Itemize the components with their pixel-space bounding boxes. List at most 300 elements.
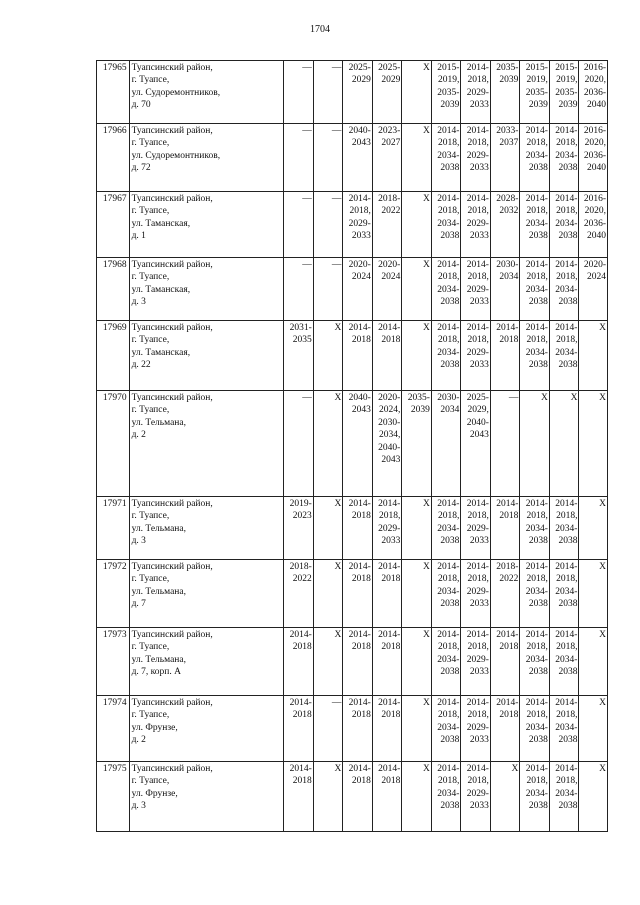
period-line: 2033 xyxy=(469,667,489,678)
period-line: 2034, xyxy=(378,430,401,441)
period-line: 2034- xyxy=(437,347,460,358)
table-row xyxy=(97,497,608,560)
period-line: 2015- xyxy=(555,63,578,73)
period-line: 2034- xyxy=(555,722,578,733)
period-cell xyxy=(343,497,373,560)
period-line: 2014- xyxy=(525,323,548,333)
period-line: 2033 xyxy=(469,297,489,308)
period-line: X xyxy=(422,630,430,640)
period-line: 2035 xyxy=(292,335,312,346)
period-cell xyxy=(431,61,461,124)
period-line: 2018, xyxy=(349,206,371,217)
period-line: 2029- xyxy=(466,654,489,665)
address-line: г. Туапсе, xyxy=(131,776,170,787)
period-line: 2029- xyxy=(466,586,489,597)
period-line: 2018 xyxy=(351,511,371,522)
period-line: 2014- xyxy=(466,764,489,774)
period-line: — xyxy=(302,63,312,73)
period-line: 2036- xyxy=(583,150,606,161)
period-line: 2014- xyxy=(348,698,371,708)
address-cell xyxy=(129,696,284,762)
period-line: 2018, xyxy=(526,335,548,346)
table-row xyxy=(97,628,608,696)
address-line: Туапсинский район, xyxy=(131,764,213,774)
period-line: 2035- xyxy=(407,393,430,403)
period-cell xyxy=(490,61,520,124)
address-line: ул. Судоремонтников, xyxy=(131,150,221,161)
period-line: 2014- xyxy=(378,764,401,774)
period-cell xyxy=(579,61,608,124)
row-number: 17974 xyxy=(97,696,130,762)
period-line: 2018, xyxy=(438,206,460,217)
period-line: 2020- xyxy=(378,260,401,270)
period-cell xyxy=(520,560,550,628)
period-line: 2014- xyxy=(466,194,489,204)
period-line: 2018, xyxy=(438,138,460,149)
period-line: 2018- xyxy=(289,562,312,572)
period-cell xyxy=(490,696,520,762)
period-line: 2038 xyxy=(528,536,548,547)
address-line: Туапсинский район, xyxy=(131,126,213,136)
period-cell xyxy=(431,696,461,762)
address-line: ул. Тельмана, xyxy=(131,417,186,428)
period-line: 2014- xyxy=(466,698,489,708)
period-line: 2018 xyxy=(351,335,371,346)
period-cell xyxy=(313,391,343,497)
period-line: 2038 xyxy=(558,667,578,678)
table-row xyxy=(97,258,608,321)
period-cell xyxy=(549,391,579,497)
period-line: — xyxy=(302,126,312,136)
period-line: 2018, xyxy=(556,511,578,522)
period-line: X xyxy=(599,393,606,403)
period-line: 2038 xyxy=(558,735,578,746)
period-line: 2014- xyxy=(496,698,519,708)
period-line: 2038 xyxy=(440,360,460,371)
period-line: 2018, xyxy=(556,272,578,283)
period-line: 2033 xyxy=(469,735,489,746)
period-cell xyxy=(402,696,432,762)
period-line: 2034- xyxy=(437,788,460,799)
period-cell xyxy=(343,628,373,696)
period-cell xyxy=(520,258,550,321)
period-line: 2014- xyxy=(437,194,460,204)
period-line: 2034- xyxy=(437,586,460,597)
period-cell xyxy=(490,321,520,391)
address-line: Туапсинский район, xyxy=(131,630,213,640)
period-line: X xyxy=(334,764,342,774)
period-cell xyxy=(431,628,461,696)
period-line: 2035- xyxy=(437,87,460,98)
period-line: 2014- xyxy=(555,499,578,509)
period-line: 2018, xyxy=(526,642,548,653)
period-line: 2034- xyxy=(555,150,578,161)
period-cell xyxy=(431,762,461,832)
period-line: 2014- xyxy=(437,499,460,509)
period-line: 2025- xyxy=(348,63,371,73)
period-line: 2018 xyxy=(381,642,401,653)
period-line: 2043 xyxy=(351,138,371,149)
period-line: — xyxy=(508,393,519,403)
period-line: 2018 xyxy=(381,776,401,787)
period-line: 2020, xyxy=(584,75,606,86)
period-line: X xyxy=(599,764,606,774)
period-cell xyxy=(549,192,579,258)
period-cell xyxy=(402,258,432,321)
period-line: 2014- xyxy=(555,260,578,270)
period-line: 2014- xyxy=(348,562,371,572)
period-line: 2014- xyxy=(437,630,460,640)
period-line: 2018, xyxy=(526,776,548,787)
period-line: 2018, xyxy=(378,511,401,522)
period-cell xyxy=(579,258,608,321)
period-line: 2014- xyxy=(555,194,578,204)
period-line: X xyxy=(422,764,430,774)
period-cell xyxy=(372,628,402,696)
period-line: 2040 xyxy=(587,231,606,242)
period-cell xyxy=(372,696,402,762)
address-cell xyxy=(129,391,284,497)
period-line: 2016- xyxy=(583,194,606,204)
period-cell xyxy=(490,762,520,832)
period-line: — xyxy=(331,63,342,73)
period-line: 2018, xyxy=(467,776,489,787)
period-line: 2014- xyxy=(437,126,460,136)
period-line: 2019, xyxy=(526,75,548,86)
period-cell xyxy=(284,61,314,124)
register-table-body xyxy=(97,61,608,832)
period-line: 2032 xyxy=(499,206,519,217)
period-cell xyxy=(343,321,373,391)
period-line: 2038 xyxy=(528,801,548,812)
period-line: 2038 xyxy=(528,297,548,308)
table-row xyxy=(97,321,608,391)
period-line: 2039 xyxy=(410,405,430,416)
period-line: 2018 xyxy=(499,642,519,653)
period-cell xyxy=(343,696,373,762)
period-line: 2018, xyxy=(556,138,578,149)
period-line: 2018, xyxy=(556,574,578,585)
period-line: 2023- xyxy=(378,126,401,136)
period-line: 2030- xyxy=(496,260,519,270)
period-line: 2024 xyxy=(351,272,371,283)
period-line: X xyxy=(570,393,578,403)
period-line: 2043 xyxy=(351,405,371,416)
period-line: 2015- xyxy=(525,63,548,73)
row-number: 17973 xyxy=(97,628,130,696)
period-line: 2014- xyxy=(348,194,371,204)
period-line: 2014- xyxy=(378,562,401,572)
address-line: г. Туапсе, xyxy=(131,574,170,585)
period-line: 2029 xyxy=(351,75,371,86)
period-line: X xyxy=(422,126,430,136)
period-line: 2034- xyxy=(555,586,578,597)
address-cell xyxy=(129,560,284,628)
row-number: 17972 xyxy=(97,560,130,628)
period-line: 2033 xyxy=(469,231,489,242)
period-line: 2018, xyxy=(438,272,460,283)
period-line: 2014- xyxy=(555,562,578,572)
period-line: 2014- xyxy=(437,260,460,270)
period-line: 2034 xyxy=(440,405,460,416)
address-line: д. 7 xyxy=(131,599,146,610)
period-cell xyxy=(284,321,314,391)
period-line: 2040- xyxy=(378,442,401,453)
period-cell xyxy=(402,61,432,124)
period-line: 2034- xyxy=(437,722,460,733)
period-line: 2018 xyxy=(292,776,312,787)
period-line: 2040- xyxy=(348,126,371,136)
address-line: Туапсинский район, xyxy=(131,698,213,708)
period-cell xyxy=(431,124,461,192)
period-line: X xyxy=(599,323,606,333)
address-line: ул. Тельмана, xyxy=(131,654,186,665)
address-line: д. 22 xyxy=(131,360,151,371)
table-row xyxy=(97,560,608,628)
period-line: 2014- xyxy=(466,630,489,640)
period-line: X xyxy=(334,630,342,640)
period-line: 2022 xyxy=(292,574,312,585)
period-cell xyxy=(549,628,579,696)
period-line: 2014- xyxy=(525,698,548,708)
period-line: 2014- xyxy=(466,562,489,572)
period-line: 2033 xyxy=(469,599,489,610)
period-line: 2016- xyxy=(583,63,606,73)
period-line: 2015- xyxy=(437,63,460,73)
period-cell xyxy=(313,258,343,321)
period-line: 2036- xyxy=(583,87,606,98)
period-line: 2038 xyxy=(558,360,578,371)
period-cell xyxy=(549,321,579,391)
row-number: 17966 xyxy=(97,124,130,192)
period-line: 2020, xyxy=(584,206,606,217)
address-line: Туапсинский район, xyxy=(131,323,213,333)
address-line: д. 2 xyxy=(131,430,146,441)
period-cell xyxy=(402,628,432,696)
period-line: 2014- xyxy=(555,126,578,136)
period-line: 2034- xyxy=(555,654,578,665)
period-line: 2029- xyxy=(466,722,489,733)
period-cell xyxy=(579,628,608,696)
period-line: 2018, xyxy=(438,335,460,346)
period-cell xyxy=(313,192,343,258)
period-line: 2038 xyxy=(440,599,460,610)
period-line: 2018 xyxy=(381,335,401,346)
period-line: 2034- xyxy=(555,284,578,295)
period-line: 2018, xyxy=(556,642,578,653)
period-line: 2040- xyxy=(466,417,489,428)
period-line: X xyxy=(541,393,548,403)
period-cell xyxy=(431,391,461,497)
period-line: 2024 xyxy=(587,272,606,283)
period-line: 2034- xyxy=(555,788,578,799)
period-cell xyxy=(461,497,491,560)
period-line: 2029- xyxy=(466,150,489,161)
period-line: 2038 xyxy=(440,735,460,746)
period-line: 2018 xyxy=(351,574,371,585)
period-line: 2018, xyxy=(467,206,489,217)
period-cell xyxy=(313,497,343,560)
period-line: 2014- xyxy=(437,562,460,572)
period-cell xyxy=(431,192,461,258)
page-number: 1704 xyxy=(310,24,330,35)
period-cell xyxy=(579,391,608,497)
address-line: ул. Тельмана, xyxy=(131,586,186,597)
address-cell xyxy=(129,258,284,321)
address-line: д. 3 xyxy=(131,801,146,812)
row-number: 17969 xyxy=(97,321,130,391)
period-cell xyxy=(284,628,314,696)
row-number: 17975 xyxy=(97,762,130,832)
period-line: — xyxy=(302,194,312,204)
period-line: — xyxy=(302,393,312,403)
period-cell xyxy=(520,696,550,762)
period-line: 2014- xyxy=(496,499,519,509)
period-cell xyxy=(402,124,432,192)
period-line: 2029- xyxy=(466,523,489,534)
period-line: 2035- xyxy=(555,87,578,98)
period-cell xyxy=(579,124,608,192)
period-line: 2020, xyxy=(584,138,606,149)
period-line: 2038 xyxy=(558,297,578,308)
period-line: 2034- xyxy=(437,150,460,161)
period-cell xyxy=(549,497,579,560)
period-line: 2014- xyxy=(525,499,548,509)
period-line: 2014- xyxy=(496,323,519,333)
address-line: г. Туапсе, xyxy=(131,75,170,86)
period-cell xyxy=(372,391,402,497)
period-line: 2014- xyxy=(466,323,489,333)
period-cell xyxy=(372,124,402,192)
period-line: X xyxy=(422,63,430,73)
period-line: 2034- xyxy=(437,284,460,295)
period-line: 2014- xyxy=(555,764,578,774)
address-line: д. 3 xyxy=(131,297,146,308)
period-line: 2014- xyxy=(525,126,548,136)
period-line: 2018, xyxy=(526,710,548,721)
period-cell xyxy=(343,762,373,832)
period-line: 2018, xyxy=(526,511,548,522)
period-cell xyxy=(431,321,461,391)
period-cell xyxy=(549,762,579,832)
period-line: 2023 xyxy=(292,511,312,522)
period-line: 2018 xyxy=(351,642,371,653)
period-cell xyxy=(343,258,373,321)
period-line: 2018, xyxy=(467,138,489,149)
period-line: 2038 xyxy=(440,231,460,242)
period-line: 2039 xyxy=(528,100,548,111)
period-line: 2014- xyxy=(289,698,312,708)
period-line: 2014- xyxy=(525,260,548,270)
period-line: 2014- xyxy=(289,630,312,640)
period-line: 2018, xyxy=(438,776,460,787)
period-line: X xyxy=(334,323,342,333)
period-line: 2025- xyxy=(378,63,401,73)
period-cell xyxy=(490,497,520,560)
period-line: 2019, xyxy=(556,75,578,86)
period-line: 2014- xyxy=(525,194,548,204)
period-line: 2018 xyxy=(499,335,519,346)
period-line: 2018 xyxy=(351,710,371,721)
period-cell xyxy=(579,560,608,628)
period-line: 2034- xyxy=(525,218,548,229)
period-line: 2014- xyxy=(378,499,401,509)
period-line: 2029 xyxy=(381,75,401,86)
period-line: 2038 xyxy=(528,599,548,610)
period-line: 2014- xyxy=(289,764,312,774)
period-line: 2038 xyxy=(558,231,578,242)
period-line: 2020- xyxy=(348,260,371,270)
period-cell xyxy=(284,696,314,762)
period-cell xyxy=(313,762,343,832)
period-cell xyxy=(461,124,491,192)
period-line: X xyxy=(422,698,430,708)
period-line: 2018 xyxy=(351,776,371,787)
period-line: X xyxy=(334,499,342,509)
row-number: 17968 xyxy=(97,258,130,321)
address-line: ул. Судоремонтников, xyxy=(131,87,221,98)
period-cell xyxy=(461,321,491,391)
period-line: 2018, xyxy=(467,511,489,522)
period-cell xyxy=(579,762,608,832)
period-line: 2014- xyxy=(348,499,371,509)
period-line: 2018, xyxy=(438,574,460,585)
period-cell xyxy=(402,762,432,832)
period-line: 2030- xyxy=(378,417,401,428)
address-line: ул. Таманская, xyxy=(131,284,191,295)
period-cell xyxy=(343,391,373,497)
address-line: ул. Фрунзе, xyxy=(131,788,178,799)
period-cell xyxy=(549,124,579,192)
period-line: 2034- xyxy=(555,218,578,229)
period-line: 2038 xyxy=(558,536,578,547)
period-cell xyxy=(520,192,550,258)
row-number: 17970 xyxy=(97,391,130,497)
period-line: 2022 xyxy=(381,206,401,217)
period-cell xyxy=(402,497,432,560)
period-cell xyxy=(372,497,402,560)
period-line: 2014- xyxy=(496,630,519,640)
period-line: 2040- xyxy=(348,393,371,403)
period-line: 2018 xyxy=(381,574,401,585)
period-line: 2018, xyxy=(526,272,548,283)
period-line: 2018 xyxy=(499,710,519,721)
period-line: 2031- xyxy=(289,323,312,333)
period-cell xyxy=(313,321,343,391)
period-line: X xyxy=(422,260,430,270)
period-cell xyxy=(461,762,491,832)
period-line: X xyxy=(334,393,342,403)
period-line: 2034- xyxy=(525,788,548,799)
period-line: 2014- xyxy=(466,126,489,136)
period-line: 2018, xyxy=(556,710,578,721)
period-line: 2014- xyxy=(555,630,578,640)
period-line: 2036- xyxy=(583,218,606,229)
period-cell xyxy=(284,391,314,497)
period-line: 2038 xyxy=(440,163,460,174)
address-cell xyxy=(129,124,284,192)
period-cell xyxy=(461,61,491,124)
period-line: 2033 xyxy=(469,801,489,812)
period-line: 2038 xyxy=(558,163,578,174)
period-line: 2020- xyxy=(378,393,401,403)
period-line: 2040 xyxy=(587,163,606,174)
period-line: 2018, xyxy=(467,574,489,585)
period-cell xyxy=(402,192,432,258)
period-cell xyxy=(343,192,373,258)
period-cell xyxy=(549,258,579,321)
period-line: 2014- xyxy=(525,630,548,640)
